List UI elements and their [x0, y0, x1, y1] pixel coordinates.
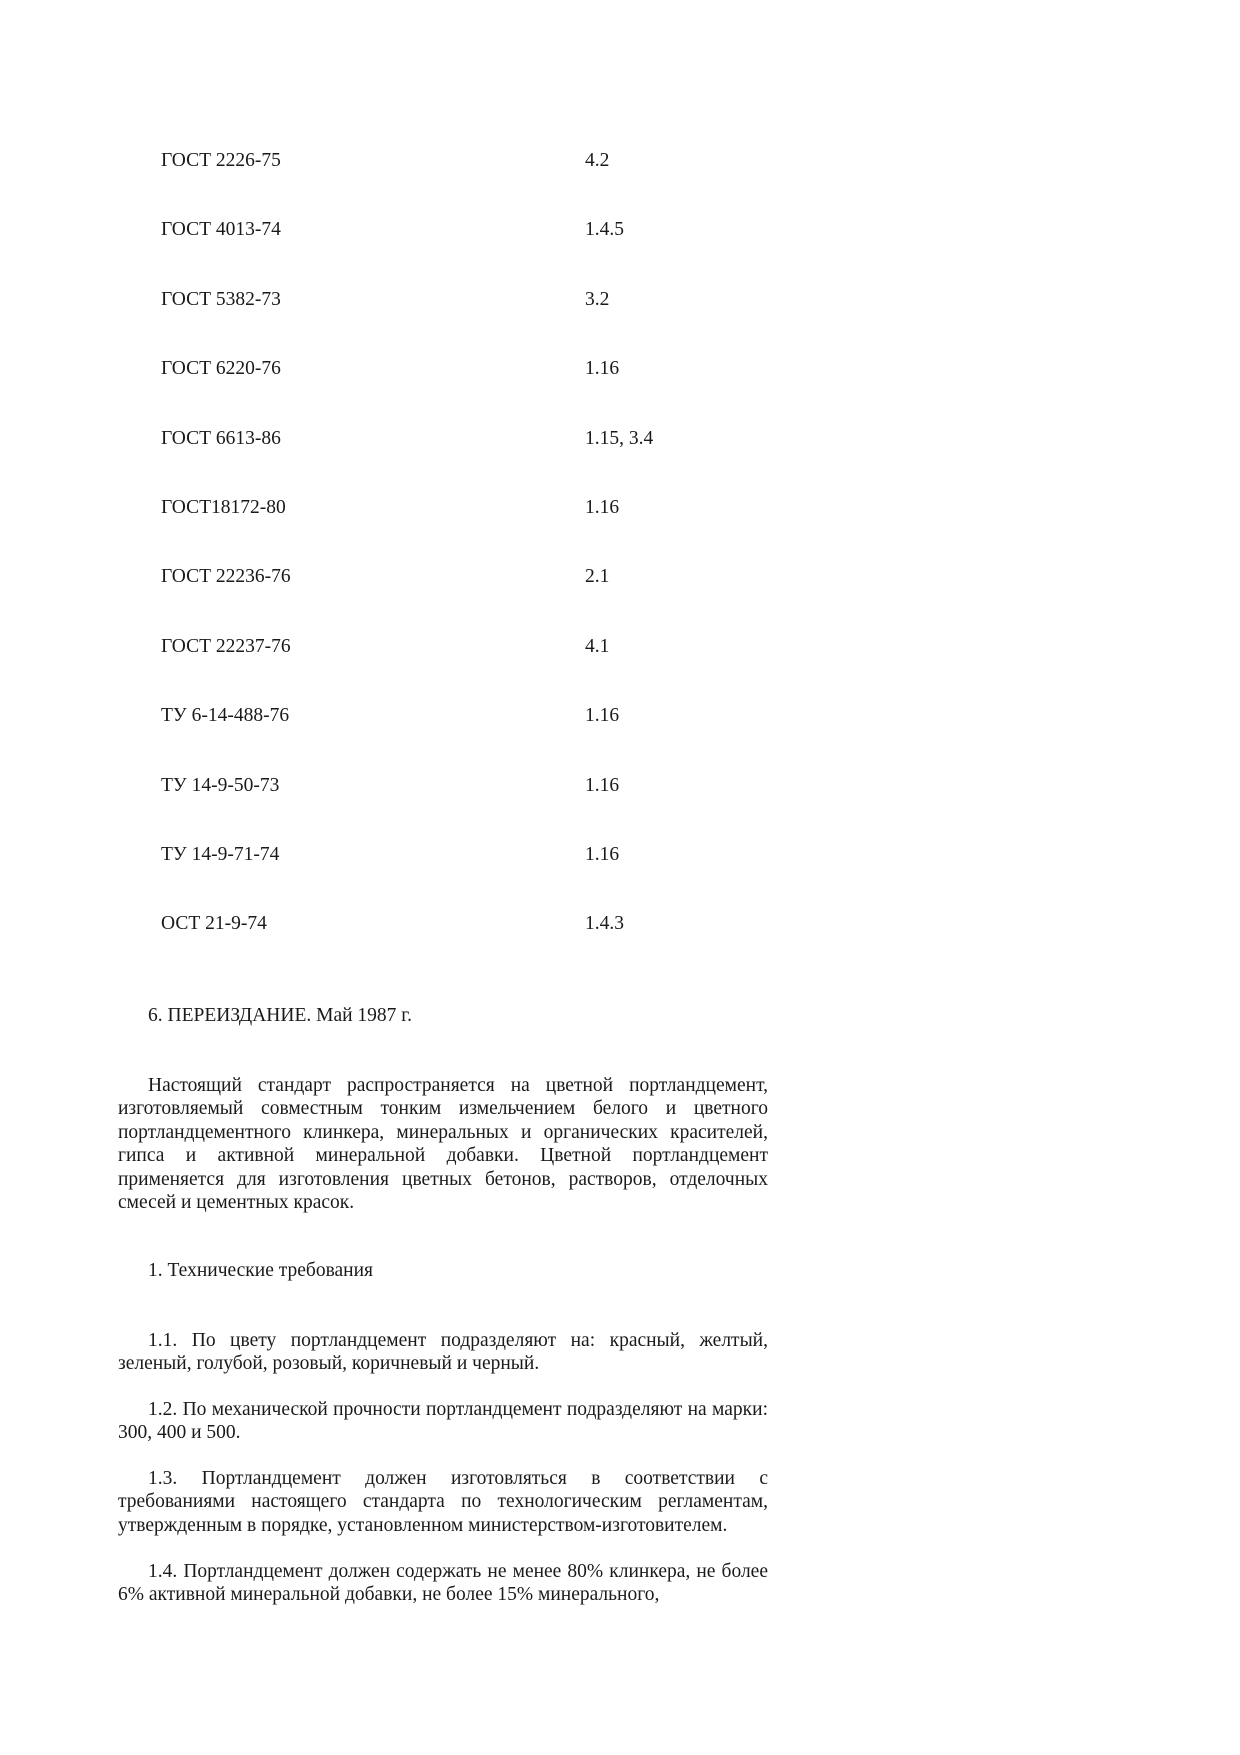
reference-document: ГОСТ 5382-73	[161, 288, 281, 310]
reference-clause: 1.16	[585, 358, 620, 380]
reference-clause: 4.1	[585, 635, 610, 657]
clause-1-1: 1.1. По цвету портландцемент подразделяют на: красный, желтый, зеленый, голубой, розовый, коричневый и черный.	[118, 1330, 768, 1375]
reference-clause: 1.15, 3.4	[585, 427, 654, 449]
reference-row	[161, 495, 781, 564]
reference-clause: 4.2	[585, 150, 610, 171]
reference-document: ОСТ 21-9-74	[161, 913, 267, 935]
reference-row	[161, 773, 781, 842]
reference-row	[161, 842, 781, 911]
reference-document: ГОСТ 2226-75	[161, 150, 281, 171]
reference-row	[161, 703, 781, 772]
reference-clause: 3.2	[585, 288, 610, 310]
reference-clause: 1.4.5	[585, 219, 624, 241]
reference-clause: 2.1	[585, 566, 610, 588]
reference-clause: 1.16	[585, 496, 620, 518]
section-heading: 1. Технические требования	[148, 1260, 374, 1281]
reference-document: ТУ 14-9-50-73	[161, 774, 280, 796]
reference-clause: 1.4.3	[585, 913, 624, 935]
reference-document: ГОСТ 6220-76	[161, 358, 281, 380]
reference-clause: 1.16	[585, 705, 620, 727]
reference-document: ТУ 6-14-488-76	[161, 705, 290, 727]
reference-table	[161, 148, 781, 981]
reference-document: ГОСТ 4013-74	[161, 219, 281, 241]
reference-clause: 1.16	[585, 843, 620, 865]
clause-1-2: 1.2. По механической прочности портландцемент подразделяют на марки: 300, 400 и 500.	[118, 1399, 768, 1444]
reference-row	[161, 356, 781, 425]
reference-document: ГОСТ18172-80	[161, 496, 286, 518]
reference-row	[161, 148, 781, 217]
reference-row	[161, 911, 781, 980]
reference-clause: 1.16	[585, 774, 620, 796]
reference-row	[161, 217, 781, 286]
reference-row	[161, 564, 781, 633]
reference-row	[161, 287, 781, 356]
reference-document: ГОСТ 22236-76	[161, 566, 291, 588]
reference-row	[161, 634, 781, 703]
reference-document: ГОСТ 22237-76	[161, 635, 291, 657]
clause-1-4: 1.4. Портландцемент должен содержать не менее 80% клинкера, не более 6% активной минеральной добавки, не более 15% минерального,	[118, 1561, 768, 1606]
reissue-note: 6. ПЕРЕИЗДАНИЕ. Май 1987 г.	[148, 1005, 412, 1026]
intro-paragraph: Настоящий стандарт распространяется на цветной портландцемент, изготовляемый совместным тонким измельчением белого и цветного портландцементного клинкера, минеральных и органических красителей, гипса и активной минеральной добавки. Цветной портландцемент применяется для изготовления цветных бетонов, растворов, отделочных смесей и цементных красок.	[118, 1075, 768, 1214]
clause-1-3: 1.3. Портландцемент должен изготовляться в соответствии с требованиями настоящего стандарта по технологическим регламентам, утвержденным в порядке, установленном министерством-изготовителем.	[118, 1468, 768, 1536]
reference-document: ГОСТ 6613-86	[161, 427, 281, 449]
reference-document: ТУ 14-9-71-74	[161, 843, 280, 865]
reference-row	[161, 426, 781, 495]
